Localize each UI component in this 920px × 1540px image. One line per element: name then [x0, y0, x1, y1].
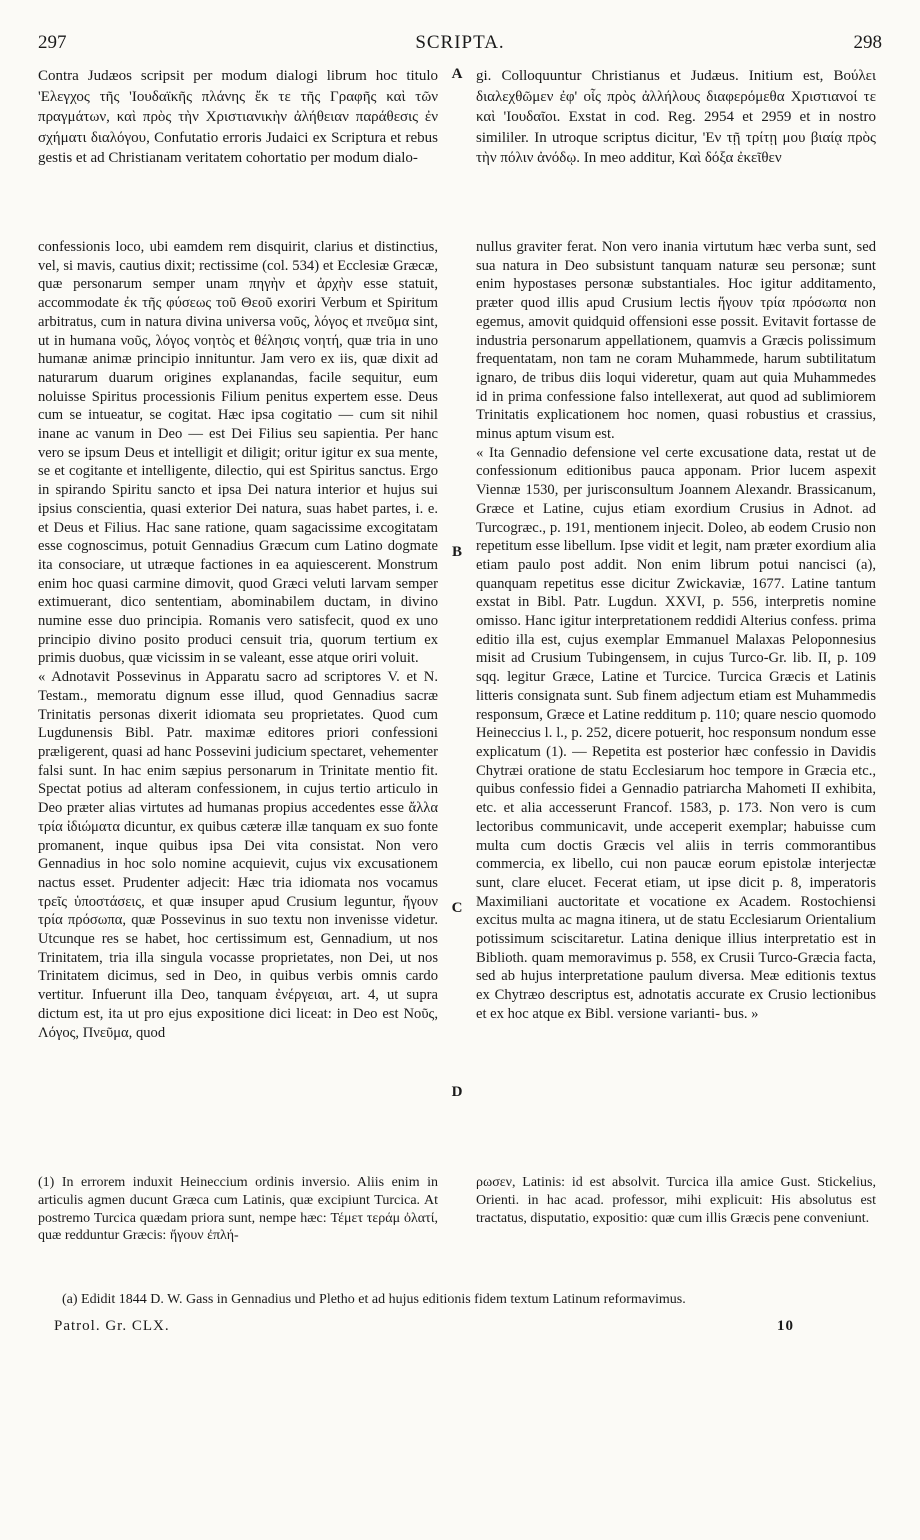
editorial-note: (a) Edidit 1844 D. W. Gass in Gennadius und Pletho et ad hujus editionis fidem textum Latinum reformavimus.	[62, 1292, 686, 1307]
intro-right-column	[476, 66, 876, 169]
main-left-column	[38, 238, 438, 1042]
page-number-right: 298	[853, 32, 882, 53]
margin-marker-c: C	[451, 900, 463, 916]
page-footer	[54, 1318, 874, 1335]
intro-left-column	[38, 66, 438, 169]
left-paragraph: confessionis loco, ubi eamdem rem disquirit, clarius et distinctius, vel, si mavis, cautius dixit; rectissime (col. 534) et Ecclesiæ Græcæ, quæ personarum semper unam πηγὴν et ἀρχὴν esse statuit, accommodate ἐκ τῆς φύσεως τοῦ Θεοῦ exoriri Verbum et Spiritum arbitratus, cum in natura divina universa νοῦς, λόγος et πνεῦμα sint, ut in humana νοῦς, λόγος νοητὸς et θέλησις νοητή, quæ tria in uno humanæ animæ principio innituntur. Jam vero ex iis, quæ dixit ad naturarum duarum origines explanandas, facile sequitur, eum noluisse Spiritus processionis Filium penitus expertem esse. Deus cum se intueatur, se cogitat. Hæc ipsa cogitatio — cum sit nihil inane ac vanum in Deo — est Dei Filius seu sapientia. Per hanc vero se ipsum Deus et intelligit et diligit; oritur igitur ex sua mente, se et cogitante et intelligente, dilectio, qui est Spiritus sanctus. Ergo in spirando Spiritu sancto et ipsa Dei natura interior et hujus sui ipsius conscientia, quasi exterior Dei natura, suas habet partes, i. e. et Deus et Filius. Hac sane ratione, quam sagacissime excogitatam esse cognoscimus, potuit Gennadius Græcum cum Latino dogmate ita consociare, ut utræque factiones in ea aquiescerent. Monstrum enim hoc quasi carmine dimovit, quod Græci veluti larvam semper extimuerant, dico sententiam, abominabilem ductam, in divino numine esse duo principia. Romanis vero satisfecit, quod ex uno principio divino posito produci censuit tria, quorum tertium ex primis duobus, quæ vicissim in se valeant, esse atque oriri voluit.	[38, 239, 438, 667]
margin-marker-b: B	[451, 544, 462, 560]
intro-right-text: gi. Colloquuntur Christianus et Judæus. Initium est, Βούλει διαλεχθῶμεν ἐφ' οἷς πρὸς ἀλλήλους διαφερόμεθα Χριστιανοί τε καὶ 'Ιουδαῖοι. Exstat in cod. Reg. 2954 et 2959 et in nostro simililer. In utroque scriptus dicitur, 'Εν τῇ τρίτῃ μου βιαίᾳ πρὸς τὴν πόλιν ἀνόδῳ. In meo additur, Καὶ δόξα ἐκεῖθεν	[476, 68, 876, 166]
running-title: SCRIPTA.	[415, 32, 505, 53]
main-right-column	[476, 238, 876, 1024]
footer-label: Patrol. Gr. CLX.	[54, 1318, 170, 1334]
intro-left-text: Contra Judæos scripsit per modum dialogi librum hoc titulo 'Ελεγχος τῆς 'Ιουδαϊκῆς πλάνης ἔκ τε τῆς Γραφῆς καὶ τῶν πραγμάτων, καὶ πρὸς τὴν Χριστιανικὴν ἀλήθειαν παράθεσις ἐν σχήματι διαλόγου, Confutatio erroris Judaici ex Scriptura et rebus gestis et ad Christianam veritatem cohortatio per modum dialo-	[38, 68, 438, 166]
footnote-right-text: ρωσεν, Latinis: id est absolvit. Turcica illa amice Gust. Stickelius, Orienti. in hac acad. professor, mihi explicuit: His absolutus est tractatus, disputatio, expositio: quæ cum illis Græcis pene conveniunt.	[476, 1175, 876, 1226]
right-paragraph: « Ita Gennadio defensione vel certe excusatione data, restat ut de confessionum editionibus pauca apponam. Prior lucem aspexit Viennæ 1530, per jurisconsultum Joannem Alexandr. Brassicanum, Græce et Latine, cujus etiam exordium Crusius in Adnot. ad Turcogræc., p. 191, mentionem injecit. Doleo, ab eodem Crusio non repetitum esse libellum. Ipse vidit et legit, nam præter exordium alia etiam paulo post addit. Non enim librum potui nancisci (a), quanquam repetitus esse dicitur Zwickaviæ, 1677. Latine tantum exstat in Bibl. Patr. Lugdun. XXVI, p. 556, interpretis nomine omisso. Hanc igitur interpretationem reddidi Alterius confess. prima editio illa est, cujus exemplar Emmanuel Malaxas Peloponnesius misit ad Crusium Tubingensem, in cujus Turco-Gr. lib. II, p. 109 sqq. legitur Græce, Latine et Turcice. Turcica Græcis et Latinis litteris consignata sunt. Sub finem adjectum etiam est Muhammedis responsum, Græce et Latine redditum p. 110; quare nescio quomodo Heineccius l. l., p. 252, dicere potuerit, hoc responsum nondum esse explicatum (1). — Repetita est posterior hæc confessio in Davidis Chytræi oratione de statu Ecclesiarum hoc tempore in Græcia etc., quibus confessio fidei a Gennadio patriarcha Mahometi II exhibita, etc. et alia accesserunt Francof. 1583, p. 173. Non vero is cum lectoribus communicavit, unde acceperit exemplar; habuisse cum multa cum doctis Græcis vel aliis in terris commorantibus commercia, ex libello, cui non paucæ eorum epistolæ interjectæ sunt, clare elucet. Fecerat etiam, ut ipse dicit p. 8, imperatoris Maximiliani auctoritate et vocatione ex Academ. Rostochiensi excitus multa ac magna itinera, ut de statu Ecclesiarum Orientalium potissimum sciscitaretur. Latina denique illius interpretatio est in Biblioth. quam memoravimus p. 558, ex Crusii Turco-Græcia facta, sed ab hujus interpretatione paulum diversa. Meæ editionis textus ex Chytræo descriptus est, adnotatis accurate ex Crusio lectionibus et ex hoc atque ex Bibl. versione varianti- bus. »	[476, 444, 876, 1022]
running-head	[38, 32, 882, 62]
left-paragraph: « Adnotavit Possevinus in Apparatu sacro ad scriptores V. et N. Testam., memoratu dignum esse illud, quod Gennadius sacræ Trinitatis personas dixerit idiomata seu proprietates. Quod cum Lugdunensis Bibl. Patr. maximæ editores priori confessioni præligerent, quasi ad hanc Possevini judicium spectaret, vehementer falsi sunt. In hac enim sæpius personarum in Trinitate mentio fit. Spectat potius ad alteram confessionem, in cujus tertio articulo in Deo præter alias virtutes ad humanas propius accedentes esse ἄλλα τρία ἰδιώματα dicuntur, ex quibus cæteræ illæ tanquam ex suo fonte promanent, inque quibus ipsa Dei vita consistat. Non vero Gennadius in hoc solo nomine acquievit, cujus vix excusationem nactus esset. Prudenter adjecit: Hæc tria idiomata nos vocamus τρεῖς ὑποστάσεις, et quæ insuper apud Crusium leguntur, ἤγουν τρία πρόσωπα, quæ Possevinus in suo textu non invenisse videtur. Utcunque res se habet, hoc certissimum est, Gennadium, ut nos Trinitatem, tria illa singula vocasse proprietates, non Dei, ut nos Trinitatem dicimus, sed in Deo, in quibus verbis omnis cardo vertitur. Infuerunt illa Deo, tanquam ἐνέργειαι, art. 4, ut supra dictum est, ita ut pro ejus expositione dici liceat: in Deo est Νοῦς, Λόγος, Πνεῦμα, quod	[38, 669, 438, 1041]
footnote-left-text: (1) In errorem induxit Heineccium ordinis inversio. Aliis enim in articulis agmen ducunt Græca cum Latinis, quæ excipiunt Turcica. At postremo Turcica quædam priora sunt, nempe hæc: Τέμετ τεράμ ὀλατί, quæ redduntur Græcis: ἤγουν ἐπλή-	[38, 1175, 438, 1244]
margin-marker-d: D	[451, 1084, 463, 1100]
margin-marker-a: A	[451, 66, 463, 82]
footnote-right	[476, 1174, 876, 1227]
footnote-left	[38, 1174, 438, 1245]
page	[38, 32, 882, 1512]
right-paragraph: nullus graviter ferat. Non vero inania virtutum hæc verba sunt, sed sua natura in Deo subsistunt tanquam naturæ seu personæ; sunt enim hypostases personæ substantiales. Hoc igitur additamento, præter quod illis apud Crusium lectis ἤγουν τρία πρόσωπα non egemus, amovit quidquid offensioni esse possit. Evitavit fortasse de industria personarum appellationem, quamvis a Græcis polissimum frequentatam, non tam ne coram Muhammede, harum subtilitatum ignaro, de tribus diis loqui videretur, quam aut quia Muhammedes id in prima confessione falso intellexerat, aut quod ad sublimiorem Trinitatis explicationem hoc nomen, quasi robustius et crassius, minus aptum visum est.	[476, 239, 876, 443]
signature-number: 10	[777, 1318, 794, 1334]
page-number-left: 297	[38, 32, 67, 53]
